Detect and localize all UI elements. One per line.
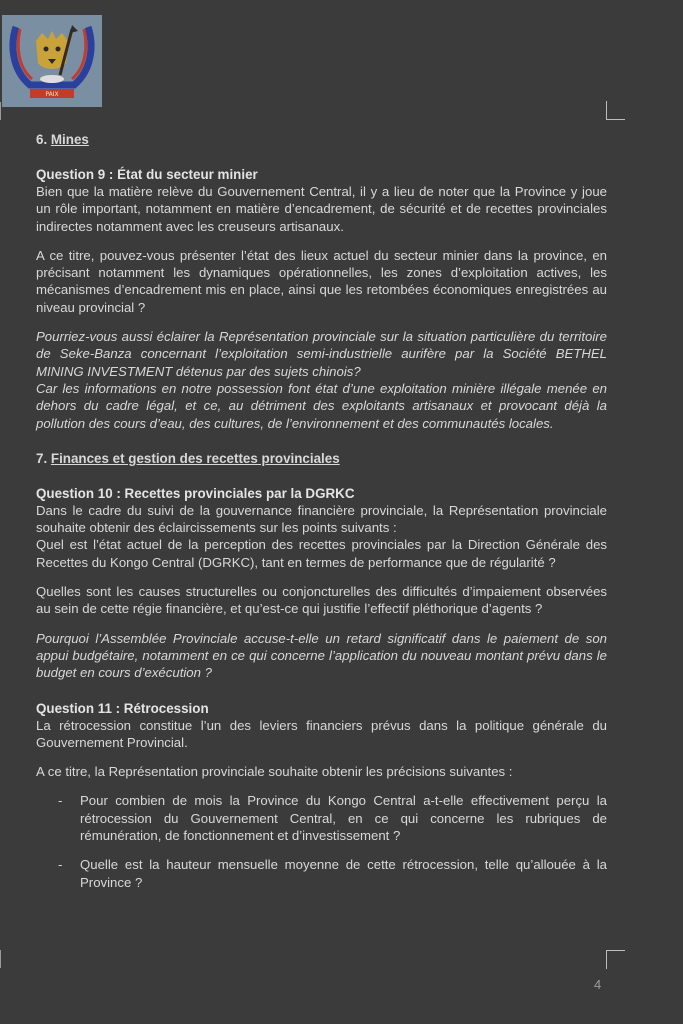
coat-of-arms	[2, 15, 102, 107]
svg-text:PAIX: PAIX	[45, 91, 59, 98]
question-11-title: Question 11 : Rétrocession	[36, 700, 209, 716]
paragraph: Car les informations en notre possession font état d’une exploitation minière illégale menée en dehors du cadre légal, et ce, au détriment des exploitants artisanaux et provocant déjà la pollution des cours d’eau, des cultures, de l’environnement et des communautés locales.	[36, 380, 607, 431]
section-7-title: 7. Finances et gestion des recettes provinciales	[36, 450, 340, 466]
paragraph: Quel est l’état actuel de la perception des recettes provinciales par la Direction Générale des Recettes du Kongo Central (DGRKC), tant en termes de performance que de régularité ?	[36, 537, 607, 570]
paragraph: La rétrocession constitue l’un des leviers financiers prévus dans la politique générale du Gouvernement Provincial.	[36, 717, 607, 750]
question-9-title: Question 9 : État du secteur minier	[36, 167, 258, 182]
list-item: - Quelle est la hauteur mensuelle moyenne de cette rétrocession, telle qu’allouée à la Province ?	[58, 857, 607, 890]
drc-coat-of-arms-icon	[2, 15, 102, 107]
paragraph: A ce titre, la Représentation provinciale souhaite obtenir les précisions suivantes :	[36, 764, 513, 780]
paragraph: Pourquoi l’Assemblée Provinciale accuse-t-elle un retard significatif dans le paiement de son appui budgétaire, notamment en ce qui concerne l’application du nouveau montant prévu dans le budget en cours d’exécution ?	[36, 630, 607, 681]
paragraph: A ce titre, pouvez-vous présenter l’état des lieux actuel du secteur minier dans la province, en précisant notamment les dynamiques opérationnelles, les zones d’exploitation actives, les mécanismes d’encadrement mis en place, ainsi que les retombées économiques enregistrées au niveau provincial ?	[36, 247, 607, 315]
paragraph: Dans le cadre du suivi de la gouvernance financière provinciale, la Représentation provinciale souhaite obtenir des éclaircissements sur les points suivants :	[36, 502, 607, 536]
edge-mark-bottom-left	[0, 950, 1, 968]
edge-mark-top-left	[0, 102, 1, 120]
paragraph: Quelles sont les causes structurelles ou conjoncturelles des difficultés d’impaiement observées au sein de cette régie financière, et qu’est-ce qui justifie l’effectif pléthorique d’agents ?	[36, 584, 607, 617]
crop-mark-top-right	[606, 101, 625, 120]
page-number: 4	[594, 977, 602, 992]
crop-mark-bottom-right	[606, 950, 625, 969]
bullet-list	[36, 792, 607, 890]
question-10-title: Question 10 : Recettes provinciales par la DGRKC	[36, 485, 355, 501]
paragraph: Pourriez-vous aussi éclairer la Représentation provinciale sur la situation particulière du territoire de Seke-Banza concernant l’exploitation semi-industrielle aurifère par la Société BETHEL MINING INVESTMENT détenus par des sujets chinois?	[36, 329, 607, 379]
section-6-title: 6. Mines	[36, 132, 89, 147]
paragraph: Bien que la matière relève du Gouvernement Central, il y a lieu de noter que la Province y joue un rôle important, notamment en matière d’encadrement, de sécurité et de recettes provinciales indirectes notamment avec les creuseurs artisanaux.	[36, 184, 607, 234]
list-item: - Pour combien de mois la Province du Kongo Central a-t-elle effectivement perçu la rétrocession du Gouvernement Central, en ce qui concerne les rubriques de rémunération, de fonctionnement et d’investissement ?	[58, 793, 607, 844]
page-content	[36, 131, 607, 891]
